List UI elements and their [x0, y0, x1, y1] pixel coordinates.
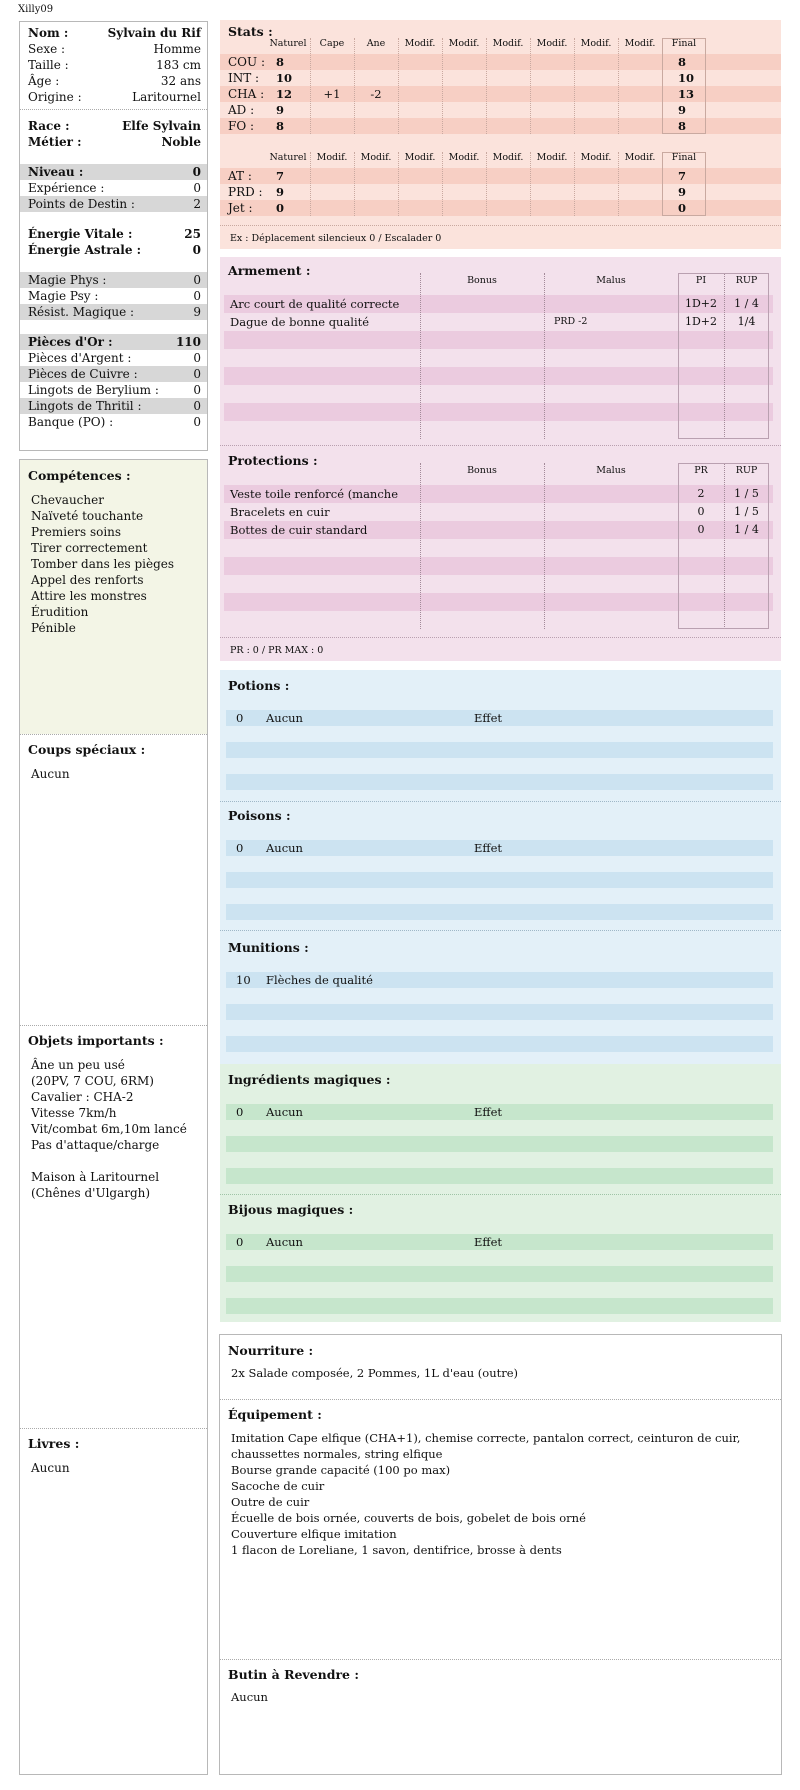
stats-cell: +1: [323, 87, 341, 101]
ingredients-row-stripe: [226, 1152, 773, 1168]
stats-row-name: PRD :: [228, 185, 263, 199]
ingredients-row-stripe: [226, 1136, 773, 1152]
coups-section: [20, 734, 207, 790]
stats-cell: 7: [678, 169, 687, 183]
stat-row-money: [20, 382, 207, 398]
potions-title: Potions :: [228, 678, 290, 693]
protections-note: PR : 0 / PR MAX : 0: [230, 645, 324, 656]
protections-title: Protections :: [228, 453, 318, 468]
list-item: Sacoche de cuir: [231, 1479, 325, 1493]
list-item: Cavalier : CHA-2: [31, 1090, 134, 1104]
list-item: Outre de cuir: [231, 1495, 310, 1509]
stat-value: 110: [175, 335, 201, 349]
stats-cell: 8: [276, 119, 285, 133]
protections-header: PR: [694, 465, 708, 476]
list-item: Vitesse 7km/h: [31, 1106, 117, 1120]
stat-label: Pièces de Cuivre :: [28, 367, 138, 381]
stat-row-money: [20, 414, 207, 430]
list-item: Premiers soins: [31, 525, 122, 539]
stats-header: Modif.: [624, 152, 656, 163]
stats-header: Modif.: [404, 152, 436, 163]
list-item: Appel des renforts: [31, 573, 144, 587]
progress-list: [20, 164, 207, 212]
stats-row-name: AD :: [228, 103, 255, 117]
stat-row-energy: [20, 226, 207, 242]
stat-value: 0: [193, 383, 201, 397]
poisons-row-stripe: [226, 872, 773, 888]
stat-value: 0: [193, 289, 201, 303]
potions-row-stripe: [226, 774, 773, 790]
stats-header: Modif.: [492, 152, 524, 163]
armement-rup: 1 / 4: [734, 297, 759, 310]
munitions-row-stripe: [226, 988, 773, 1004]
potions-row-stripe: [226, 758, 773, 774]
stats-header: Modif.: [580, 38, 612, 49]
list-item: Érudition: [31, 605, 89, 619]
stat-label: Magie Psy :: [28, 289, 99, 303]
munitions-row-stripe: [226, 1036, 773, 1052]
stats-cell: 7: [276, 169, 285, 183]
identity-value: 32 ans: [160, 74, 201, 88]
stat-row-money: [20, 350, 207, 366]
stat-row-money: [20, 398, 207, 414]
nourriture-text: 2x Salade composée, 2 Pommes, 1L d'eau (outre): [231, 1366, 519, 1380]
stats-cell: 13: [678, 87, 695, 101]
identity-list: [20, 25, 207, 105]
identity-value: Homme: [153, 42, 201, 56]
munitions-title: Munitions :: [228, 940, 309, 955]
stats-grid-line: [398, 38, 399, 134]
stats-grid-line: [310, 152, 311, 216]
livres-list: [28, 1460, 199, 1476]
stats-cell: 0: [678, 201, 687, 215]
poisons-title: Poisons :: [228, 808, 291, 823]
stat-label: Niveau :: [28, 165, 84, 179]
stats-row-name: AT :: [228, 169, 252, 183]
nourriture-title: Nourriture :: [228, 1343, 314, 1358]
stat-row-money: [20, 366, 207, 382]
weapons-panel: [220, 257, 781, 661]
poisons-name: Aucun: [266, 841, 303, 855]
list-item: 1 flacon de Loreliane, 1 savon, dentifrice, brosse à dents: [231, 1543, 562, 1557]
race-label: Race :: [28, 119, 70, 133]
stat-label: Magie Phys :: [28, 273, 107, 287]
munitions-row-stripe: [226, 1004, 773, 1020]
list-item: Naïveté touchante: [31, 509, 144, 523]
stat-value: 0: [193, 399, 201, 413]
stat-value: 0: [193, 367, 201, 381]
money-list: [20, 334, 207, 430]
list-item: Aucun: [31, 767, 70, 781]
stats-cell: 9: [276, 185, 285, 199]
equipement-title: Équipement :: [228, 1407, 322, 1422]
metier-row: [20, 134, 207, 150]
bijoux-title: Bijous magiques :: [228, 1202, 354, 1217]
protections-rup: 1 / 5: [734, 487, 759, 500]
poisons-effect: Effet: [474, 841, 502, 855]
stat-label: Expérience :: [28, 181, 105, 195]
armement-rup: 1/4: [737, 315, 756, 328]
protections-item-name: Bracelets en cuir: [230, 505, 330, 519]
armement-grid-line: [544, 273, 545, 439]
stats-final-box: [662, 38, 706, 134]
equipement-list: [228, 1430, 773, 1558]
armement-item-name: Dague de bonne qualité: [230, 315, 370, 329]
armement-title: Armement :: [228, 263, 311, 278]
armement-header: RUP: [735, 275, 758, 286]
stats-row-name: COU :: [228, 55, 265, 69]
protections-rup: 1 / 4: [734, 523, 759, 536]
stat-label: Résist. Magique :: [28, 305, 135, 319]
munitions-qty: 10: [236, 973, 251, 987]
stats-grid-line: [354, 152, 355, 216]
nourriture-section: [220, 1335, 781, 1388]
list-item: Âne un peu usé: [31, 1058, 125, 1072]
user-label: Xilly09: [18, 4, 54, 15]
protections-pr: 0: [697, 523, 705, 536]
stats-header: Modif.: [536, 152, 568, 163]
ingredients-row-stripe: [226, 1120, 773, 1136]
stats-grid-line: [530, 38, 531, 134]
competences-list: [28, 492, 199, 636]
stats-header: Ane: [366, 38, 386, 49]
list-item: Couverture elfique imitation: [231, 1527, 397, 1541]
stat-value: 0: [193, 351, 201, 365]
stats-grid-line: [530, 152, 531, 216]
stats-note: Ex : Déplacement silencieux 0 / Escalader 0: [230, 233, 442, 244]
stat-row-progress: [20, 196, 207, 212]
objets-list: [28, 1057, 199, 1201]
butin-title: Butin à Revendre :: [228, 1667, 359, 1682]
stats-grid-line: [486, 152, 487, 216]
stats-header: Cape: [319, 38, 345, 49]
list-item: Imitation Cape elfique (CHA+1), chemise correcte, pantalon correct, ceinturon de cuir,: [231, 1431, 741, 1445]
armement-item-name: Arc court de qualité correcte: [230, 297, 400, 311]
stat-row-magic: [20, 272, 207, 288]
stats-cell: 10: [678, 71, 695, 85]
stats-cell: 8: [276, 55, 285, 69]
consumables-panel: [220, 670, 781, 1064]
armement-value-box: [678, 273, 769, 439]
stat-value: 0: [192, 165, 201, 179]
stats-cell: 10: [276, 71, 293, 85]
identity-value: Sylvain du Rif: [107, 26, 201, 40]
stats-panel: [220, 20, 781, 249]
objets-section: [20, 1025, 207, 1209]
race-row: [20, 118, 207, 134]
identity-label: Âge :: [28, 74, 60, 88]
armement-header: Malus: [596, 275, 626, 286]
butin-section: [220, 1659, 781, 1712]
protections-item-name: Bottes de cuir standard: [230, 523, 368, 537]
competences-section: [20, 460, 207, 734]
stats-row-name: FO :: [228, 119, 255, 133]
magic-items-panel: [220, 1064, 781, 1322]
munitions-row-stripe: [226, 1020, 773, 1036]
protections-header: RUP: [735, 465, 758, 476]
identity-value: Laritournel: [132, 90, 201, 104]
stats-header: Final: [671, 38, 697, 49]
identity-value: 183 cm: [156, 58, 201, 72]
stats-cell: 0: [276, 201, 285, 215]
potions-name: Aucun: [266, 711, 303, 725]
bijoux-effect: Effet: [474, 1235, 502, 1249]
stats-header: Modif.: [536, 38, 568, 49]
protections-pr: 2: [697, 487, 705, 500]
identity-row: [20, 73, 207, 89]
list-item: Pas d'attaque/charge: [31, 1138, 160, 1152]
equipement-section: [220, 1399, 781, 1566]
stats-grid-line: [442, 38, 443, 134]
protections-grid-line: [544, 463, 545, 629]
stats-grid-line: [574, 38, 575, 134]
stat-value: 0: [193, 415, 201, 429]
stat-label: Lingots de Thritil :: [28, 399, 142, 413]
stats-row-name: CHA :: [228, 87, 265, 101]
stats-header: Modif.: [448, 152, 480, 163]
stat-row-progress: [20, 164, 207, 180]
stat-label: Énergie Vitale :: [28, 227, 133, 241]
munitions-name: Flèches de qualité: [266, 973, 373, 987]
potions-effect: Effet: [474, 711, 502, 725]
bijoux-row-stripe: [226, 1298, 773, 1314]
stats-cell: 8: [678, 119, 687, 133]
potions-row-stripe: [226, 726, 773, 742]
stat-label: Points de Destin :: [28, 197, 135, 211]
stats-grid-line: [310, 38, 311, 134]
list-item: Aucun: [31, 1461, 70, 1475]
stats-header: Modif.: [404, 38, 436, 49]
stats-grid-line: [574, 152, 575, 216]
armement-pi: 1D+2: [684, 297, 718, 310]
armement-malus: PRD -2: [554, 316, 588, 327]
list-item: Bourse grande capacité (100 po max): [231, 1463, 451, 1477]
stats-final-box: [662, 152, 706, 216]
list-item: Tomber dans les pièges: [31, 557, 175, 571]
list-item: Pénible: [31, 621, 76, 635]
stats-header: Modif.: [492, 38, 524, 49]
stat-row-magic: [20, 288, 207, 304]
magic-list: [20, 272, 207, 320]
metier-value: Noble: [161, 135, 201, 149]
bijoux-row-stripe: [226, 1282, 773, 1298]
armement-header: Bonus: [467, 275, 497, 286]
identity-label: Nom :: [28, 26, 69, 40]
armement-grid-line: [420, 273, 421, 439]
identity-row: [20, 57, 207, 73]
livres-title: Livres :: [28, 1436, 80, 1451]
stats-grid-line: [398, 152, 399, 216]
stats-title: Stats :: [228, 24, 273, 39]
list-item: Attire les monstres: [31, 589, 147, 603]
butin-text: Aucun: [231, 1690, 268, 1704]
stats-header: Modif.: [360, 152, 392, 163]
stats-header: Naturel: [269, 152, 307, 163]
poisons-row-stripe: [226, 856, 773, 872]
stat-value: 25: [184, 227, 201, 241]
identity-label: Taille :: [28, 58, 69, 72]
objets-title: Objets importants :: [28, 1033, 164, 1048]
list-item: Vit/combat 6m,10m lancé: [31, 1122, 187, 1136]
coups-title: Coups spéciaux :: [28, 742, 146, 757]
stats-grid-line: [354, 38, 355, 134]
bijoux-qty: 0: [236, 1235, 244, 1249]
stat-label: Pièces d'Or :: [28, 335, 113, 349]
ingredients-qty: 0: [236, 1105, 244, 1119]
ingredients-effect: Effet: [474, 1105, 502, 1119]
stats-header: Modif.: [316, 152, 348, 163]
protections-pr: 0: [697, 505, 705, 518]
stat-row-money: [20, 334, 207, 350]
stat-label: Lingots de Berylium :: [28, 383, 159, 397]
race-metier: [20, 118, 207, 150]
stats-grid-line: [618, 152, 619, 216]
armement-header: PI: [695, 275, 707, 286]
stat-row-energy: [20, 242, 207, 258]
stat-value: 0: [193, 181, 201, 195]
coups-list: [28, 766, 199, 782]
stat-label: Énergie Astrale :: [28, 243, 142, 257]
stats-cell: -2: [370, 87, 382, 101]
energy-list: [20, 226, 207, 258]
stat-row-magic: [20, 304, 207, 320]
stat-value: 9: [193, 305, 201, 319]
identity-row: [20, 41, 207, 57]
stats-header: Final: [671, 152, 697, 163]
potions-row-stripe: [226, 742, 773, 758]
stats-header: Modif.: [624, 38, 656, 49]
ingredients-name: Aucun: [266, 1105, 303, 1119]
stat-value: 2: [193, 197, 201, 211]
poisons-row-stripe: [226, 904, 773, 920]
inventory-panel: [219, 1334, 782, 1775]
bijoux-name: Aucun: [266, 1235, 303, 1249]
race-value: Elfe Sylvain: [122, 119, 201, 133]
stats-cell: 9: [276, 103, 285, 117]
stats-grid-line: [486, 38, 487, 134]
poisons-qty: 0: [236, 841, 244, 855]
ingredients-title: Ingrédients magiques :: [228, 1072, 391, 1087]
list-item: [31, 1153, 199, 1169]
poisons-row-stripe: [226, 888, 773, 904]
stat-row-progress: [20, 180, 207, 196]
stat-value: 0: [193, 273, 201, 287]
armement-pi: 1D+2: [684, 315, 718, 328]
stats-header: Modif.: [580, 152, 612, 163]
stats-cell: 8: [678, 55, 687, 69]
list-item: Maison à Laritournel: [31, 1170, 160, 1184]
skills-panel: [19, 459, 208, 1775]
list-item: Chevaucher: [31, 493, 104, 507]
protections-item-name: Veste toile renforcé (manche: [230, 487, 398, 501]
list-item: (20PV, 7 COU, 6RM): [31, 1074, 154, 1088]
stats-row-name: Jet :: [228, 201, 253, 215]
bijoux-row-stripe: [226, 1250, 773, 1266]
stat-label: Banque (PO) :: [28, 415, 114, 429]
protections-header: Malus: [596, 465, 626, 476]
list-item: (Chênes d'Ulgargh): [31, 1186, 151, 1200]
stats-header: Modif.: [448, 38, 480, 49]
identity-label: Origine :: [28, 90, 82, 104]
identity-label: Sexe :: [28, 42, 66, 56]
stats-row-name: INT :: [228, 71, 260, 85]
bijoux-row-stripe: [226, 1266, 773, 1282]
protections-rup: 1 / 5: [734, 505, 759, 518]
stats-cell: 12: [276, 87, 293, 101]
potions-qty: 0: [236, 711, 244, 725]
stat-label: Pièces d'Argent :: [28, 351, 132, 365]
list-item: Écuelle de bois ornée, couverts de bois, gobelet de bois orné: [231, 1511, 586, 1525]
protections-grid-line: [420, 463, 421, 629]
list-item: chaussettes normales, string elfique: [231, 1447, 443, 1461]
protections-value-box: [678, 463, 769, 629]
protections-header: Bonus: [467, 465, 497, 476]
stats-cell: 9: [678, 185, 687, 199]
stats-grid-line: [618, 38, 619, 134]
identity-panel: [19, 21, 208, 451]
ingredients-row-stripe: [226, 1168, 773, 1184]
stats-header: Naturel: [269, 38, 307, 49]
stats-cell: 9: [678, 103, 687, 117]
stat-value: 0: [192, 243, 201, 257]
livres-section: [20, 1428, 207, 1484]
list-item: Tirer correctement: [31, 541, 148, 555]
competences-title: Compétences :: [28, 468, 131, 483]
identity-row: [20, 89, 207, 105]
metier-label: Métier :: [28, 135, 82, 149]
identity-row: [20, 25, 207, 41]
stats-grid-line: [442, 152, 443, 216]
